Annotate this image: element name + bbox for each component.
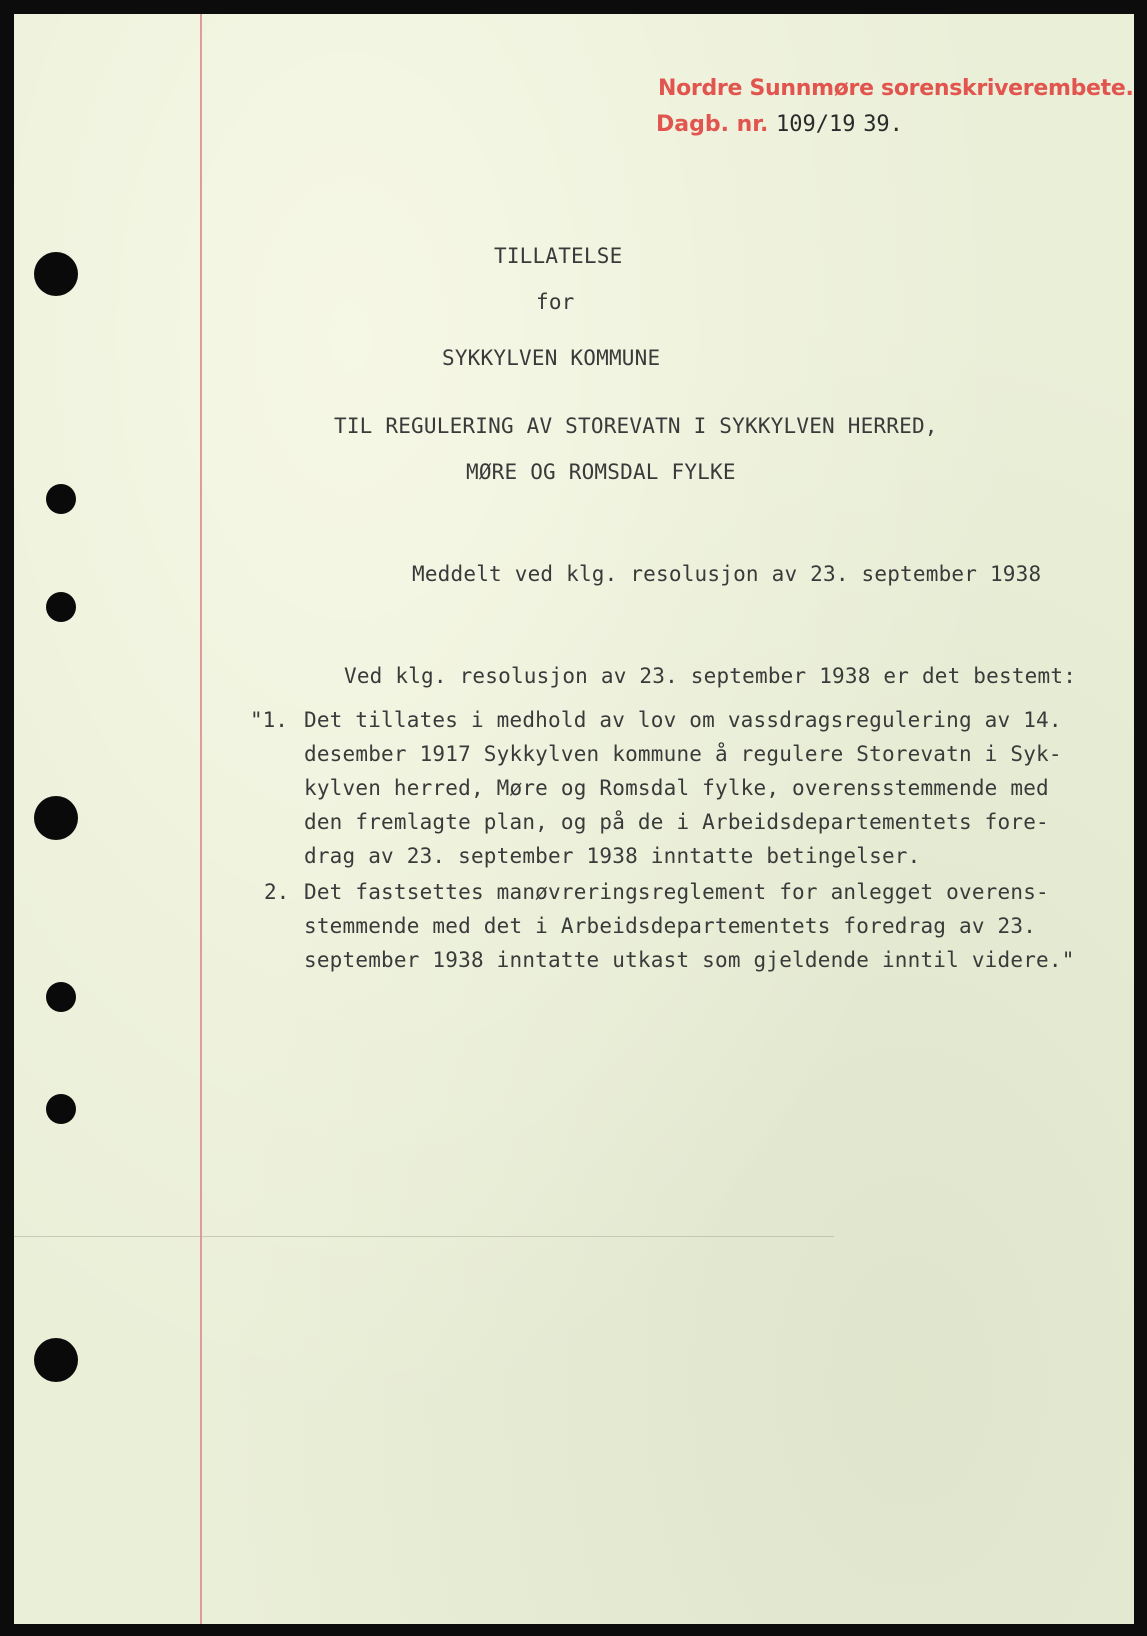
title-for: for	[536, 290, 575, 314]
item-line: den fremlagte plan, og på de i Arbeidsdepartementets fore-	[304, 810, 1049, 834]
diary-prefix: Dagb. nr.	[656, 112, 769, 137]
diary-year: 39.	[863, 112, 903, 137]
subject-line-2: MØRE OG ROMSDAL FYLKE	[466, 460, 736, 484]
intro-line: Ved klg. resolusjon av 23. september 1938 er det bestemt:	[344, 664, 1077, 688]
punch-hole	[34, 1338, 78, 1382]
punch-hole	[46, 592, 76, 622]
punch-hole	[46, 484, 76, 514]
item-line: Det fastsettes manøvreringsreglement for anlegget overens-	[304, 880, 1049, 904]
recipient: SYKKYLVEN KOMMUNE	[442, 346, 661, 370]
granted-line: Meddelt ved klg. resolusjon av 23. september 1938	[412, 562, 1042, 586]
document-title: TILLATELSE	[494, 244, 623, 268]
margin-rule	[200, 14, 202, 1624]
fold-crease	[14, 1236, 834, 1237]
diary-number-stamp	[656, 112, 903, 137]
subject-line-1: TIL REGULERING AV STOREVATN I SYKKYLVEN HERRED,	[334, 414, 938, 438]
office-stamp: Nordre Sunnmøre sorenskriverembete.	[658, 76, 1134, 101]
item-line: kylven herred, Møre og Romsdal fylke, overensstemmende med	[304, 776, 1049, 800]
item-line: stemmende med det i Arbeidsdepartementets foredrag av 23.	[304, 914, 1037, 938]
punch-hole	[46, 1094, 76, 1124]
item-line: september 1938 inntatte utkast som gjeldende inntil videre."	[304, 948, 1075, 972]
punch-hole	[34, 252, 78, 296]
item-line: desember 1917 Sykkylven kommune å regulere Storevatn i Syk-	[304, 742, 1062, 766]
punch-hole	[34, 796, 78, 840]
item-line: Det tillates i medhold av lov om vassdragsregulering av 14.	[304, 708, 1062, 732]
diary-number: 109/19	[776, 112, 856, 137]
item-line: drag av 23. september 1938 inntatte betingelser.	[304, 844, 921, 868]
punch-hole	[46, 982, 76, 1012]
item-number: "1.	[250, 708, 288, 732]
document-page	[14, 14, 1134, 1624]
item-number: 2.	[264, 880, 290, 904]
